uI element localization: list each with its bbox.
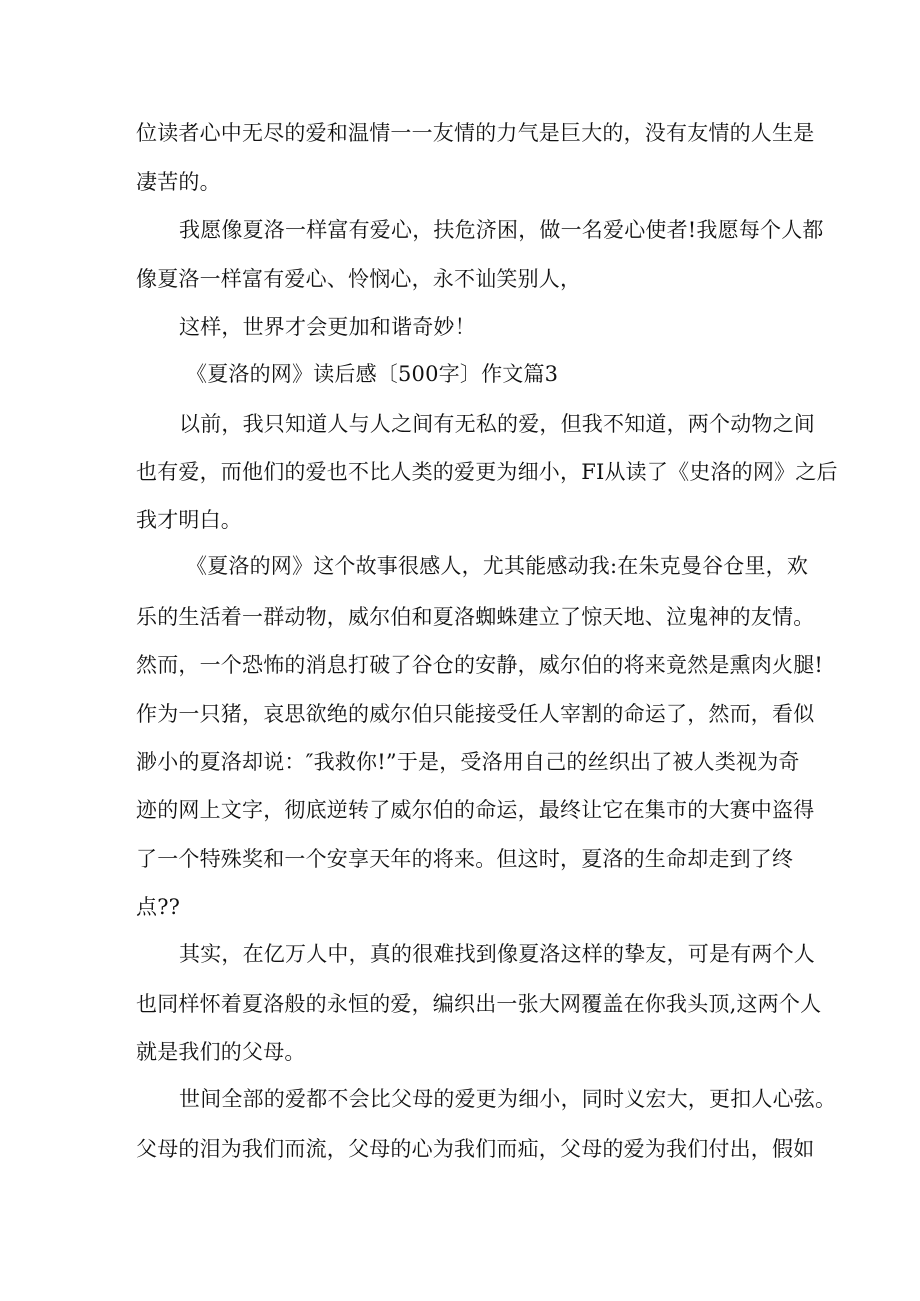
paragraph-first-line: 这样，世界才会更加和谐奇妙！: [179, 315, 476, 339]
paragraph-first-line: 《夏洛的网》这个故事很感人，尤其能感动我:在朱克曼谷仓里，欢: [186, 554, 809, 578]
text-line: 迹的网上文字，彻底逆转了威尔伯的命运，最终让它在集市的大赛中盗得: [136, 798, 815, 822]
text-line: 点??: [136, 895, 181, 919]
paragraph-first-line: 世间全部的爱都不会比父母的爱更为细小，同时义宏大，更扣人心弦。: [179, 1087, 837, 1111]
text-line: 也同样怀着夏洛般的永恒的爱，编织出一张大网覆盖在你我头顶,这两个人: [136, 992, 822, 1016]
text-line: 也有爱，而他们的爱也不比人类的爱更为细小，FI从读了《史洛的网》之后: [136, 460, 838, 484]
text-line: 我才明白。: [136, 508, 242, 532]
section-heading: 《夏洛的网》读后感〔500字〕作文篇3: [186, 362, 559, 386]
paragraph-first-line: 我愿像夏洛一样富有爱心，扶危济困，做一名爱心使者!我愿每个人都: [179, 218, 824, 242]
text-line: 渺小的夏洛却说：″我救你!”于是，受洛用自己的丝织出了被人类视为奇: [136, 750, 800, 774]
text-line: 然而，一个恐怖的消息打破了谷仓的安静，威尔伯的将来竟然是熏肉火腿!: [136, 653, 824, 677]
text-line: 像夏洛一样富有爱心、怜悯心，永不讪笑别人，: [136, 267, 582, 291]
text-line: 了一个特殊奖和一个安享天年的将来。但这时，夏洛的生命却走到了终: [136, 847, 794, 871]
text-line: 父母的泪为我们而流，父母的心为我们而疝，父母的爱为我们付出，假如: [136, 1137, 815, 1161]
paragraph-first-line: 以前，我只知道人与人之间有无私的爱，但我不知道，两个动物之间: [179, 412, 815, 436]
text-line: 凄苦的。: [136, 170, 221, 194]
text-line: 乐的生活着一群动物，威尔伯和夏洛蜘蛛建立了惊天地、泣鬼神的友情。: [136, 605, 815, 629]
paragraph-first-line: 其实，在亿万人中，真的很难找到像夏洛这样的挚友，可是有两个人: [179, 942, 815, 966]
text-line: 就是我们的父母。: [136, 1040, 306, 1064]
text-line: 作为一只猪，哀思欲绝的威尔伯只能接受任人宰割的命运了，然而，看似: [136, 702, 815, 726]
text-line: 位读者心中无尽的爱和温情一一友情的力气是巨大的，没有友情的人生是: [136, 121, 815, 145]
